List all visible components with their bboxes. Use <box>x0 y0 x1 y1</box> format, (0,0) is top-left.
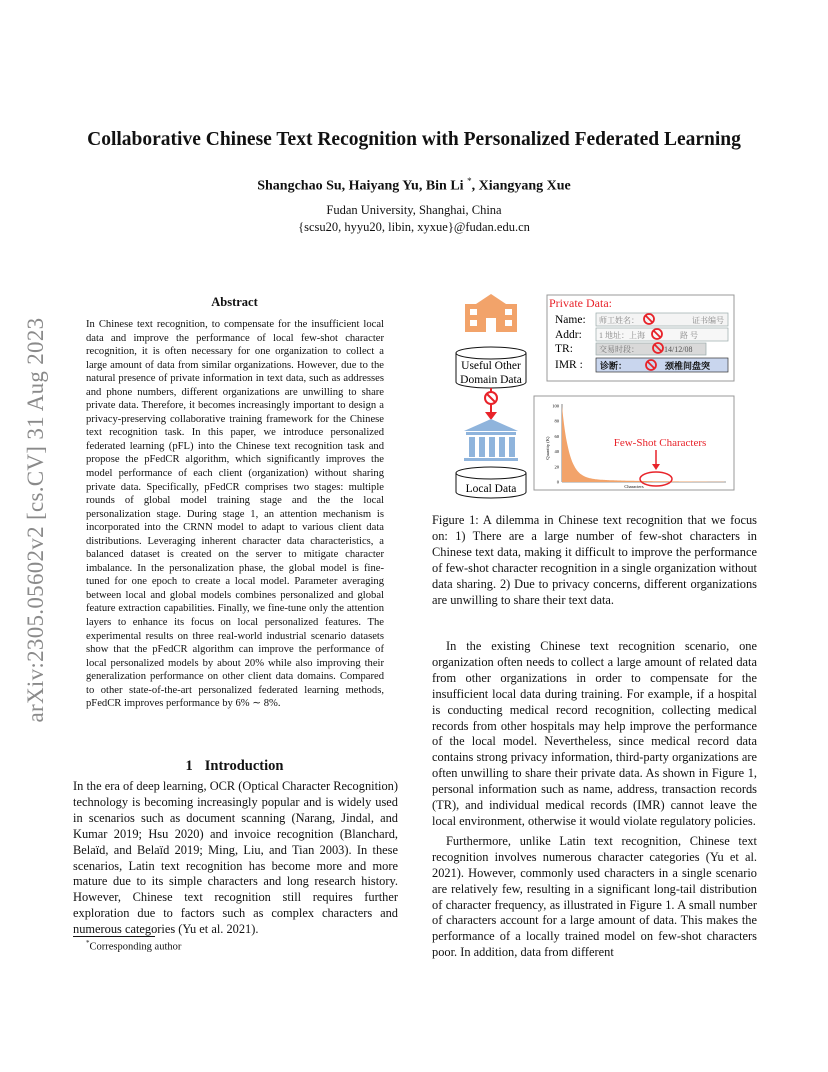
addr-scan-text: 1 地址：上海 <box>599 331 645 340</box>
organization-building-icon <box>465 294 517 332</box>
addr-scan-tail: 路 号 <box>680 331 698 340</box>
intro-paragraph: In the era of deep learning, OCR (Optical Character Recognition) technology is becoming increasingly popular and is widely used in scenarios such as document scanning (Narang, Jindal, and Kumar 2019; Hsu 2020) and invoice recognition (Blanchard, Belaïd, and Belaïd 2019; Ming, Liu, and Tian 2003). In these scenarios, Latin text recognition has become more and more mature due to its simple characters and long research history. However, Chinese text recognition still requires further exploration due to factors such as complex characters and numerous categories (Yu et al. 2021). <box>73 779 398 937</box>
authors <box>40 176 788 195</box>
private-data-title: Private Data: <box>549 296 612 310</box>
few-shot-label: Few-Shot Characters <box>613 437 707 449</box>
abstract-text: In Chinese text recognition, to compensate for the insufficient local data and improve the performance of local few-shot character recognition, it is often necessary for one organization to collect a large amount of data from similar organizations. However, due to the natural presence of private information in text data, such as addresses and phone numbers, different organizations are unwilling to share private data. Therefore, it becomes increasingly important to design a privacy-preserving collaborative training framework for the Chinese text recognition task. In this paper, we introduce personalized federated learning (pFL) into the Chinese text recognition task and propose the pFedCR algorithm, which significantly improves the model performance of each client (organization) without sharing private data. Specifically, pFedCR comprises two stages: multiple rounds of global model training stage and the the local personalization stage. During stage 1, an attention mechanism is incorporated into the CRNN model to adapt to various client data distributions. Leveraging inherent character data characteristics, a balanced dataset is created on the server to mitigate character imbalance. In the personalization phase, the global model is fine-tuned for one epoch to create a local model. Parameter averaging between local and global models combines personalized and global feature extraction capabilities. Finally, we fine-tune only the attention layers to enhance its focus on local personalized features. The experimental results on three real-world industrial scenario datasets show that the pFedCR algorithm can improve the performance of local personalized models by about 20% while also improving their generalization performance on other client data domains. Compared to other state-of-the-art personalized federated learning methods, pFedCR improves performance by 6% ∼ 8%. <box>86 319 384 710</box>
chart-y-tick: 100 <box>552 403 559 409</box>
figure-1-canvas <box>448 290 748 500</box>
section-heading <box>73 758 396 775</box>
abstract-heading: Abstract <box>211 295 258 309</box>
useful-label-2: Domain Data <box>460 374 522 386</box>
institution-icon <box>464 419 518 461</box>
section-title: Introduction <box>204 758 284 774</box>
chart-y-tick: 80 <box>554 418 559 424</box>
useful-label-1: Useful Other <box>461 360 521 372</box>
paper-title: Collaborative Chinese Text Recognition with Personalized Federated Learning <box>87 129 741 150</box>
footnote-mark: * <box>86 939 90 947</box>
author-names: Shangchao Su, Haiyang Yu, Bin Li <box>257 178 464 194</box>
field-addr-label: Addr: <box>555 329 582 341</box>
tr-scan-box <box>596 343 706 355</box>
affiliation-line: Fudan University, Shanghai, China <box>326 203 502 217</box>
tr-scan-text: 交易时段： <box>599 345 639 354</box>
chart-y-label: Quantity (K) <box>545 436 550 460</box>
arxiv-side-stamp <box>22 280 50 760</box>
name-scan-tail: 证书编号 <box>692 316 724 325</box>
field-imr-label: IMR : <box>555 359 583 371</box>
footnote <box>86 939 181 953</box>
name-scan-text: 师工姓名： <box>599 316 639 325</box>
chart-y-tick: 60 <box>554 433 559 439</box>
imr-scan-text: 诊断： <box>600 361 628 371</box>
field-tr-label: TR: <box>555 343 573 355</box>
chart-x-label: Characters <box>624 484 644 489</box>
blocked-transfer-arrow <box>485 388 497 420</box>
figure-1 <box>448 290 748 500</box>
chart-y-tick: 0 <box>556 479 559 485</box>
affiliation <box>40 202 788 236</box>
body-paragraph: In the existing Chinese text recognition scenario, one organization often needs to collect a large amount of related data from other organizations in order to compensate for the insufficient local data during training. For example, if a hospital is conducting medical record recognition, collecting medical records from other hospitals may help improve the performance of the local model. Nevertheless, since medical record data contains strong privacy information, third-party organizations are often unwilling to share their private data. As shown in Figure 1, personal information such as name, address, transaction records (TR), and individual medical records (IMR) cannot leave the local environment, otherwise it would violate regulatory policies. <box>432 639 757 828</box>
local-label: Local Data <box>465 483 517 495</box>
footnote-rule <box>73 936 155 937</box>
figure-caption: Figure 1: A dilemma in Chinese text recognition that we focus on: 1) There are a large number of few-shot characters in Chinese text data, making it difficult to improve the performance of few-shot character recognition in a single organization without data sharing. 2) Due to privacy concerns, different organizations are unwilling to share their text data. <box>432 513 757 607</box>
tr-scan-tail: 14/12/08 <box>664 345 693 354</box>
right-column-body <box>432 639 757 961</box>
chart-y-tick: 40 <box>554 449 559 455</box>
name-scan-box <box>596 313 728 326</box>
body-paragraph: Furthermore, unlike Latin text recognition, Chinese text recognition involves numerous character categories (Yu et al. 2021). However, commonly used characters in a single scenario are relatively few, resulting in a significant long-tail distribution of character frequency, as illustrated in Figure 1. A small number of characters account for a large amount of data. This makes the performance of a locally trained model on few-shot characters poor. In addition, data from different <box>432 833 757 960</box>
author-names-rest: , Xiangyang Xue <box>471 178 571 194</box>
author-emails: {scsu20, hyyu20, libin, xyxue}@fudan.edu.cn <box>298 220 530 234</box>
corresponding-mark: * <box>467 176 472 186</box>
arxiv-id: arXiv:2305.05602v2 [cs.CV] 31 Aug 2023 <box>23 317 48 723</box>
imr-scan-tail: 颈椎间盘突 <box>665 361 711 371</box>
field-name-label: Name: <box>555 314 586 326</box>
footnote-text: Corresponding author <box>89 941 182 953</box>
section-number: 1 <box>185 758 193 774</box>
chart-y-tick: 20 <box>554 464 559 470</box>
imr-scan-box <box>596 358 728 372</box>
